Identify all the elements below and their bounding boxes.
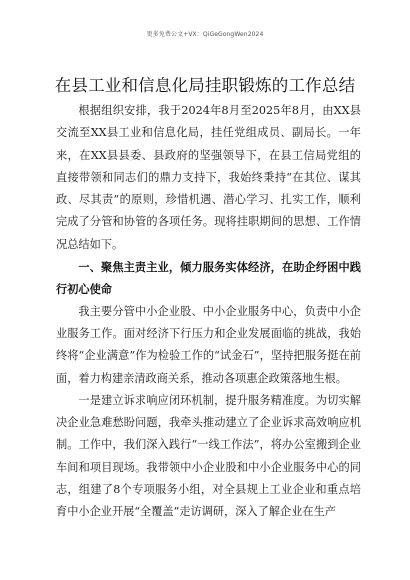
document-title: 在县工业和信息化局挂职锻炼的工作总结: [54, 76, 356, 95]
section-heading: 一、聚焦主责主业，倾力服务实体经济，在助企纾困中践行初心使命: [56, 260, 361, 297]
intro-paragraph: 根据组织安排，我于2024年8月至2025年8月，由XX县交流至XX县工业和信息化局，挂任党组成员、副局长。一年来，在XX县县委、县政府的坚强领导下，在县工信局党组的直接带领和同志们的鼎力支持下，我始终秉持“在其位、谋其政、尽其责”的原则，珍惜机遇、潜心学习、扎实工作，顺利完成了分管和协管的各项任务。现将挂职期间的思想、工作情况总结如下。: [56, 104, 361, 251]
body-paragraph: 一是建立诉求响应闭环机制，提升服务精准度。为切实解决企业急难愁盼问题，我牵头推动建立了企业诉求高效响应机制。工作中，我们深入践行“一线工作法”，将办公室搬到企业车间和项目现场。我带领中小企业股和中小企业服务中心的同志，组建了8个专项服务小组，对全县规上工业企业和重点培育中小企业开展“全覆盖”走访调研，深入了解企业在生产: [56, 393, 361, 519]
document-body: [56, 100, 361, 524]
body-paragraph: 我主要分管中小企业股、中小企业服务中心，负责中小企业服务工作。面对经济下行压力和企业发展面临的挑战，我始终将“企业满意”作为检验工作的“试金石”，坚持把服务挺在前面，着力构建亲清政商关系，推动各项惠企政策落地生根。: [56, 304, 361, 385]
page-header: 更多免费公文+VX：QiGeGongWen2024: [146, 31, 264, 38]
